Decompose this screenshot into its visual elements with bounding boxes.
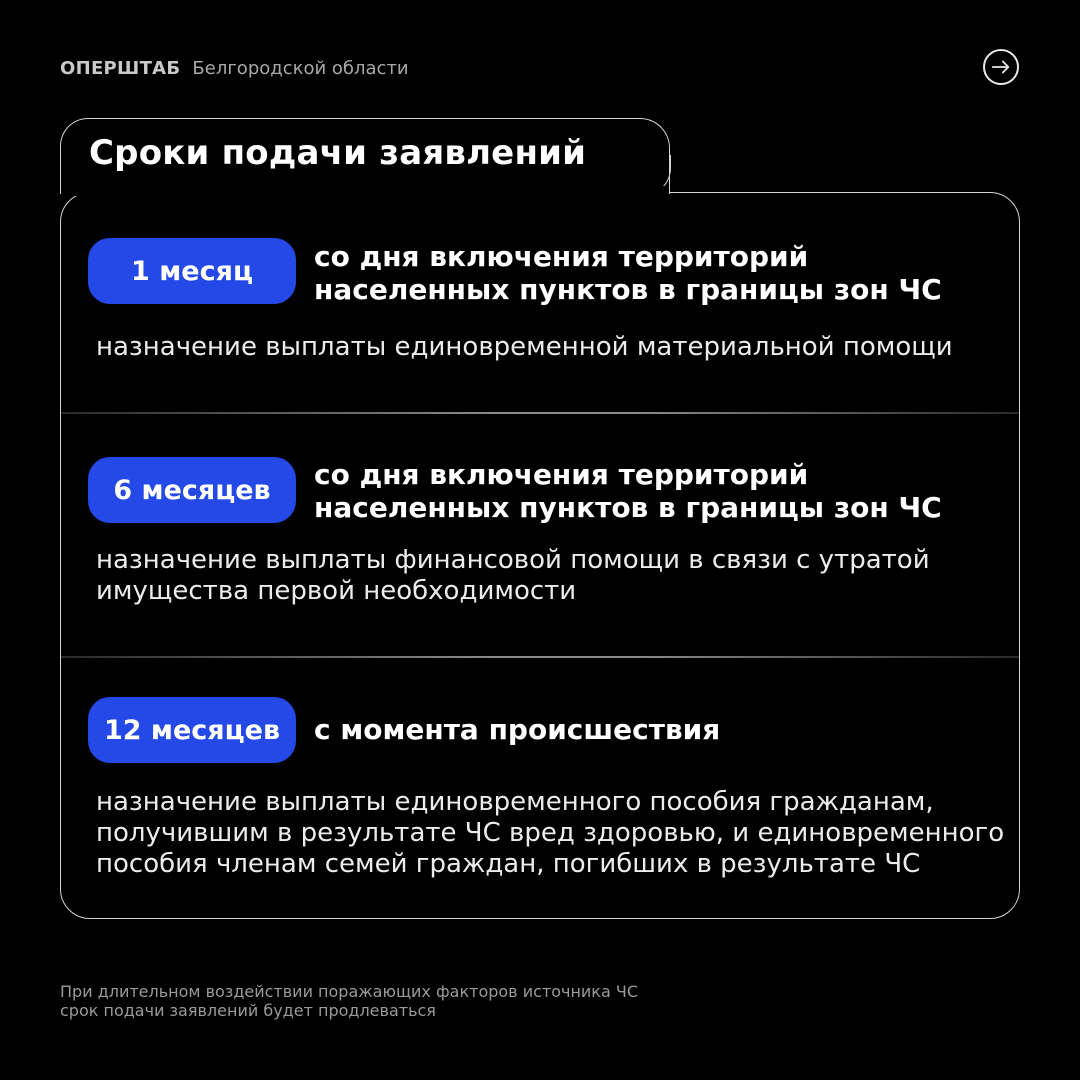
period-badge-2: 6 месяцев: [88, 457, 296, 523]
condition-2: со дня включения территорий населенных пунктов в границы зон ЧС: [314, 458, 942, 524]
brand-name: ОПЕРШТАБ: [60, 57, 181, 79]
period-badge-1: 1 месяц: [88, 238, 296, 304]
next-button[interactable]: [983, 49, 1019, 85]
title-tab: [60, 118, 670, 194]
header: [60, 56, 409, 80]
page-title: Сроки подачи заявлений: [89, 133, 587, 173]
region-name: Белгородской области: [192, 57, 409, 79]
description-1: назначение выплаты единовременной материальной помощи: [96, 332, 953, 362]
divider: [61, 656, 1019, 658]
condition-3: с момента происшествия: [314, 713, 721, 746]
period-badge-3: 12 месяцев: [88, 697, 296, 763]
description-3: назначение выплаты единовременного пособия гражданам, получившим в результате ЧС вред здоровью, и единовременного пособия членам семей граждан, погибших в результате ЧС: [96, 787, 1005, 879]
description-2: назначение выплаты финансовой помощи в связи с утратой имущества первой необходимости: [96, 545, 930, 606]
footnote: При длительном воздействии поражающих факторов источника ЧС срок подачи заявлений будет продлеваться: [60, 982, 638, 1020]
arrow-right-icon: [990, 56, 1012, 78]
condition-1: со дня включения территорий населенных пунктов в границы зон ЧС: [314, 240, 942, 306]
divider: [61, 412, 1019, 414]
